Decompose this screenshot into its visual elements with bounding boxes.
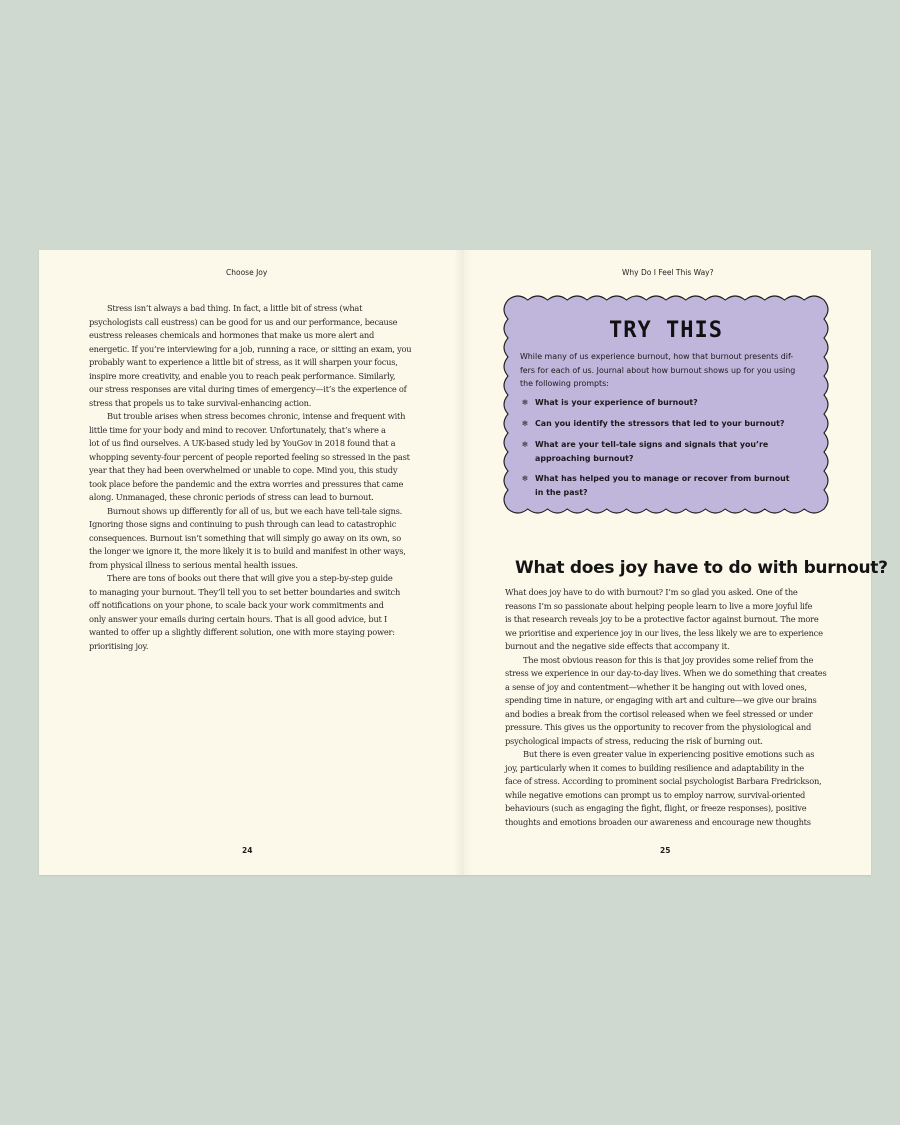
text-line: along. Unmanaged, these chronic periods of stress can lead to burnout. bbox=[89, 492, 374, 502]
text-line: behaviours (such as engaging the fight, flight, or freeze responses), positive bbox=[505, 803, 807, 813]
text-line: off notifications on your phone, to scale back your work commitments and bbox=[89, 600, 384, 610]
prompt-text bbox=[535, 396, 698, 410]
text-line: reasons I’m so passionate about helping people learn to live a more joyful life bbox=[505, 600, 813, 611]
text-line: the longer we ignore it, the more likely it is to build and manifest in other ways, bbox=[89, 546, 406, 556]
text-line: psychological impacts of stress, reducing the risk of burning out. bbox=[505, 735, 763, 746]
text-line: took place before the pandemic and the extra worries and pressures that came bbox=[89, 478, 404, 489]
text-line: psychologists call eustress) can be good for us and our performance, because bbox=[89, 316, 398, 327]
left-page-body-text bbox=[89, 302, 411, 653]
text-line: is that research reveals joy to be a protective factor against burnout. The more bbox=[505, 614, 819, 624]
text-line: only answer your emails during certain hours. That is all good advice, but I bbox=[89, 613, 388, 624]
text-line: But there is even greater value in experiencing positive emotions such as bbox=[523, 749, 815, 759]
book-spread bbox=[39, 250, 888, 875]
text-line: Ignoring those signs and continuing to push through can lead to catastrophic bbox=[89, 519, 397, 529]
text-line: Burnout shows up differently for all of us, but we each have tell-tale signs. bbox=[107, 505, 402, 516]
text-line: pressure. This gives us the opportunity to recover from the physiological and bbox=[505, 722, 812, 732]
text-line: The most obvious reason for this is that joy provides some relief from the bbox=[523, 654, 814, 665]
left-page-number: 24 bbox=[242, 846, 253, 855]
text-line: There are tons of books out there that will give you a step-by-step guide bbox=[107, 573, 393, 583]
right-running-head: Why Do I Feel This Way? bbox=[622, 268, 714, 277]
text-line: spending time in nature, or engaging with art and culture—we give our brains bbox=[505, 695, 817, 705]
text-line: energetic. If you’re interviewing for a job, running a race, or sitting an exam, you bbox=[89, 343, 412, 354]
try-this-intro bbox=[520, 350, 820, 391]
text-line: stress we experience in our day-to-day lives. When we do something that creates bbox=[505, 668, 827, 678]
snowflake-icon: ❄ bbox=[521, 398, 529, 407]
text-line: But trouble arises when stress becomes chronic, intense and frequent with bbox=[107, 411, 406, 421]
snowflake-icon: ❄ bbox=[521, 440, 529, 449]
text-line: joy, particularly when it comes to building resilience and adaptability in the bbox=[505, 762, 804, 773]
text-line: to managing your burnout. They’ll tell you to set better boundaries and switch bbox=[89, 586, 401, 597]
text-line: eustress releases chemicals and hormones that make us more alert and bbox=[89, 330, 375, 340]
text-line: and bodies a break from the cortisol released when we feel stressed or under bbox=[505, 708, 813, 719]
text-line: face of stress. According to prominent social psychologist Barbara Fredrickson, bbox=[505, 776, 822, 786]
right-page-number: 25 bbox=[660, 846, 671, 855]
snowflake-icon: ❄ bbox=[521, 419, 529, 428]
text-line: little time for your body and mind to recover. Unfortunately, that’s where a bbox=[89, 424, 386, 435]
text-line: burnout and the negative side effects that accompany it. bbox=[505, 641, 730, 651]
text-line: consequences. Burnout isn’t something that will simply go away on its own, so bbox=[89, 532, 401, 543]
text-line: wanted to offer up a slightly different solution, one with more staying power: bbox=[89, 627, 395, 637]
text-line: year that they had been overwhelmed or unable to cope. Mind you, this study bbox=[89, 465, 398, 475]
text-line: our stress responses are vital during times of emergency—it’s the experience of bbox=[89, 384, 407, 394]
text-line: stress that propels us to take survival-enhancing action. bbox=[89, 397, 312, 408]
book-gutter bbox=[454, 250, 474, 875]
snowflake-icon: ❄ bbox=[521, 474, 529, 483]
prompt-line: in the past? bbox=[535, 487, 588, 497]
prompt-text bbox=[535, 472, 790, 499]
text-line: What does joy have to do with burnout? I’m so glad you asked. One of the bbox=[505, 587, 798, 597]
text-line: Stress isn’t always a bad thing. In fact, a little bit of stress (what bbox=[107, 303, 363, 313]
try-this-title: TRY THIS bbox=[609, 318, 723, 343]
section-heading: What does joy have to do with burnout? bbox=[515, 558, 888, 578]
text-line: inspire more creativity, and enable you to reach peak performance. Similarly, bbox=[89, 370, 396, 381]
right-page-body-text bbox=[505, 586, 826, 829]
prompt-text bbox=[535, 438, 768, 465]
text-line: while negative emotions can prompt us to employ narrow, survival-oriented bbox=[505, 789, 806, 800]
prompt-text bbox=[535, 417, 785, 431]
intro-line: the following prompts: bbox=[520, 379, 609, 388]
text-line: prioritising joy. bbox=[89, 640, 149, 651]
left-running-head: Choose Joy bbox=[226, 268, 268, 277]
intro-line: fers for each of us. Journal about how burnout shows up for you using bbox=[520, 365, 796, 375]
prompt-line: What is your experience of burnout? bbox=[535, 398, 698, 407]
text-line: thoughts and emotions broaden our awareness and encourage new thoughts bbox=[505, 816, 811, 827]
try-this-box bbox=[500, 292, 832, 517]
text-line: from physical illness to serious mental health issues. bbox=[89, 559, 298, 570]
text-line: lot of us find ourselves. A UK-based study led by YouGov in 2018 found that a bbox=[89, 438, 396, 448]
text-line: a sense of joy and contentment—whether it be hanging out with loved ones, bbox=[505, 681, 807, 692]
intro-line: While many of us experience burnout, how that burnout presents dif- bbox=[520, 352, 794, 361]
text-line: probably want to experience a little bit of stress, as it will sharpen your focus, bbox=[89, 357, 398, 367]
prompt-line: Can you identify the stressors that led to your burnout? bbox=[535, 419, 785, 428]
prompt-line: What has helped you to manage or recover from burnout bbox=[535, 474, 790, 483]
text-line: whopping seventy-four percent of people reported feeling so stressed in the past bbox=[89, 451, 410, 462]
prompt-line: approaching burnout? bbox=[535, 453, 634, 463]
text-line: we prioritise and experience joy in our lives, the less likely we are to experience bbox=[505, 627, 823, 638]
prompt-line: What are your tell-tale signs and signals that you’re bbox=[535, 440, 769, 449]
